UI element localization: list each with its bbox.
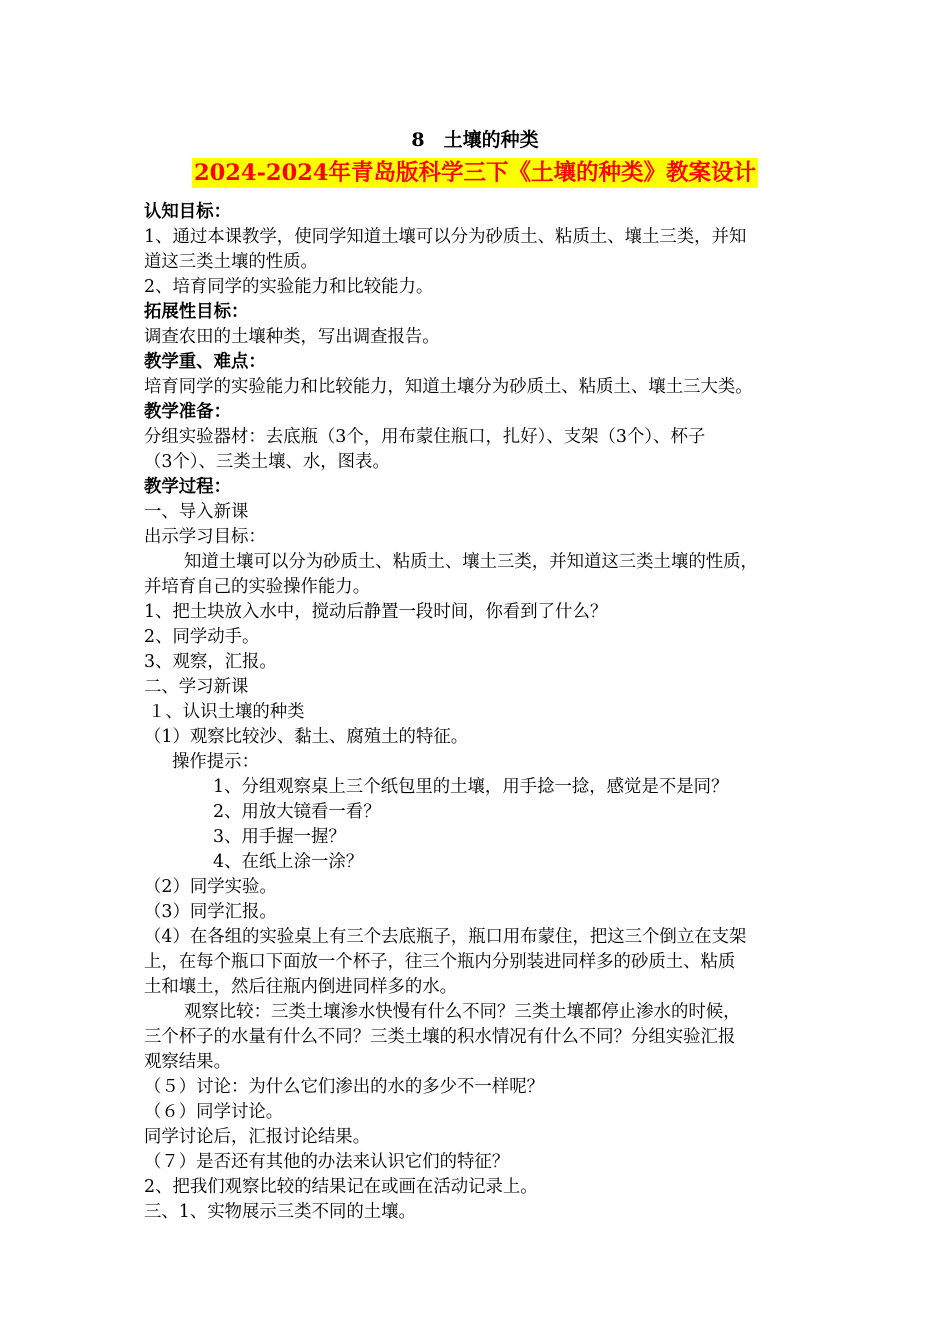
- paragraph-line: （６）同学讨论。: [144, 1102, 284, 1122]
- paragraph-line: （1）观察比较沙、黏土、腐殖土的特征。: [144, 727, 469, 747]
- paragraph-line: 1、通过本课教学，使同学知道土壤可以分为砂质土、粘质土、壤土三类，并知: [144, 227, 747, 247]
- paragraph-line: （７）是否还有其他的办法来认识它们的特征？: [144, 1152, 510, 1172]
- paragraph-line: 三个杯子的水量有什么不同？三类土壤的积水情况有什么不同？分组实验汇报: [144, 1027, 736, 1047]
- paragraph-line: 2、培育同学的实验能力和比较能力。: [144, 277, 434, 297]
- paragraph-line: 3、观察，汇报。: [144, 652, 277, 672]
- highlighted-headline: 2024-2024年青岛版科学三下《土壤的种类》教案设计: [193, 160, 757, 186]
- section-heading-extended-goals: 拓展性目标：: [144, 302, 249, 322]
- paragraph-line: （3个）、三类土壤、水，图表。: [144, 452, 390, 472]
- paragraph-line: （2）同学实验。: [144, 877, 277, 897]
- paragraph-line: 2、把我们观察比较的结果记在或画在活动记录上。: [144, 1177, 538, 1197]
- paragraph-line: 1、把土块放入水中，搅动后静置一段时间，你看到了什么？: [144, 602, 608, 622]
- list-item: 1、分组观察桌上三个纸包里的土壤，用手捻一捻，感觉是不是同？: [213, 777, 729, 797]
- paragraph-line: 一、导入新课: [144, 502, 249, 522]
- list-item: 4、在纸上涂一涂？: [213, 852, 364, 872]
- paragraph-line: 同学讨论后，汇报讨论结果。: [144, 1127, 371, 1147]
- paragraph-line: 分组实验器材：去底瓶（3个，用布蒙住瓶口，扎好）、支架（3个）、杯子: [144, 427, 706, 447]
- paragraph-line: （５）讨论：为什么它们渗出的水的多少不一样呢？: [144, 1077, 544, 1097]
- chapter-title: 8 土壤的种类: [411, 129, 539, 151]
- paragraph-line: 并培育自己的实验操作能力。: [144, 577, 371, 597]
- paragraph-line: 培育同学的实验能力和比较能力，知道土壤分为砂质土、粘质土、壤土三大类。: [144, 377, 753, 397]
- headline-container: [0, 158, 950, 188]
- section-heading-cognitive-goals: 认知目标：: [144, 202, 231, 222]
- paragraph-line: 上，在每个瓶口下面放一个杯子，往三个瓶内分别装进同样多的砂质土、粘质: [144, 952, 736, 972]
- document-body: [144, 200, 812, 1225]
- paragraph-line: （3）同学汇报。: [144, 902, 277, 922]
- paragraph-line: 操作提示：: [172, 752, 259, 772]
- paragraph-line: 土和壤土，然后往瓶内倒进同样多的水。: [144, 977, 458, 997]
- paragraph-line: 知道土壤可以分为砂质土、粘质土、壤土三类，并知道这三类土壤的性质，: [184, 552, 758, 572]
- paragraph-line: 观察比较：三类土壤渗水快慢有什么不同？三类土壤都停止渗水的时候，: [184, 1002, 741, 1022]
- section-heading-key-points: 教学重、难点：: [144, 352, 266, 372]
- list-item: 2、用放大镜看一看？: [213, 802, 381, 822]
- paragraph-line: 二、学习新课: [144, 677, 249, 697]
- paragraph-line: 三、1、实物展示三类不同的土壤。: [144, 1202, 416, 1222]
- paragraph-line: 观察结果。: [144, 1052, 231, 1072]
- section-heading-process: 教学过程：: [144, 477, 231, 497]
- paragraph-line: 2、同学动手。: [144, 627, 260, 647]
- paragraph-line: 道这三类土壤的性质。: [144, 252, 318, 272]
- section-heading-preparation: 教学准备：: [144, 402, 231, 422]
- paragraph-line: 出示学习目标：: [144, 527, 266, 547]
- paragraph-line: 调查农田的土壤种类，写出调查报告。: [144, 327, 440, 347]
- paragraph-line: １、认识土壤的种类: [148, 702, 305, 722]
- list-item: 3、用手握一握？: [213, 827, 346, 847]
- paragraph-line: （4）在各组的实验桌上有三个去底瓶子，瓶口用布蒙住，把这三个倒立在支架: [144, 927, 747, 947]
